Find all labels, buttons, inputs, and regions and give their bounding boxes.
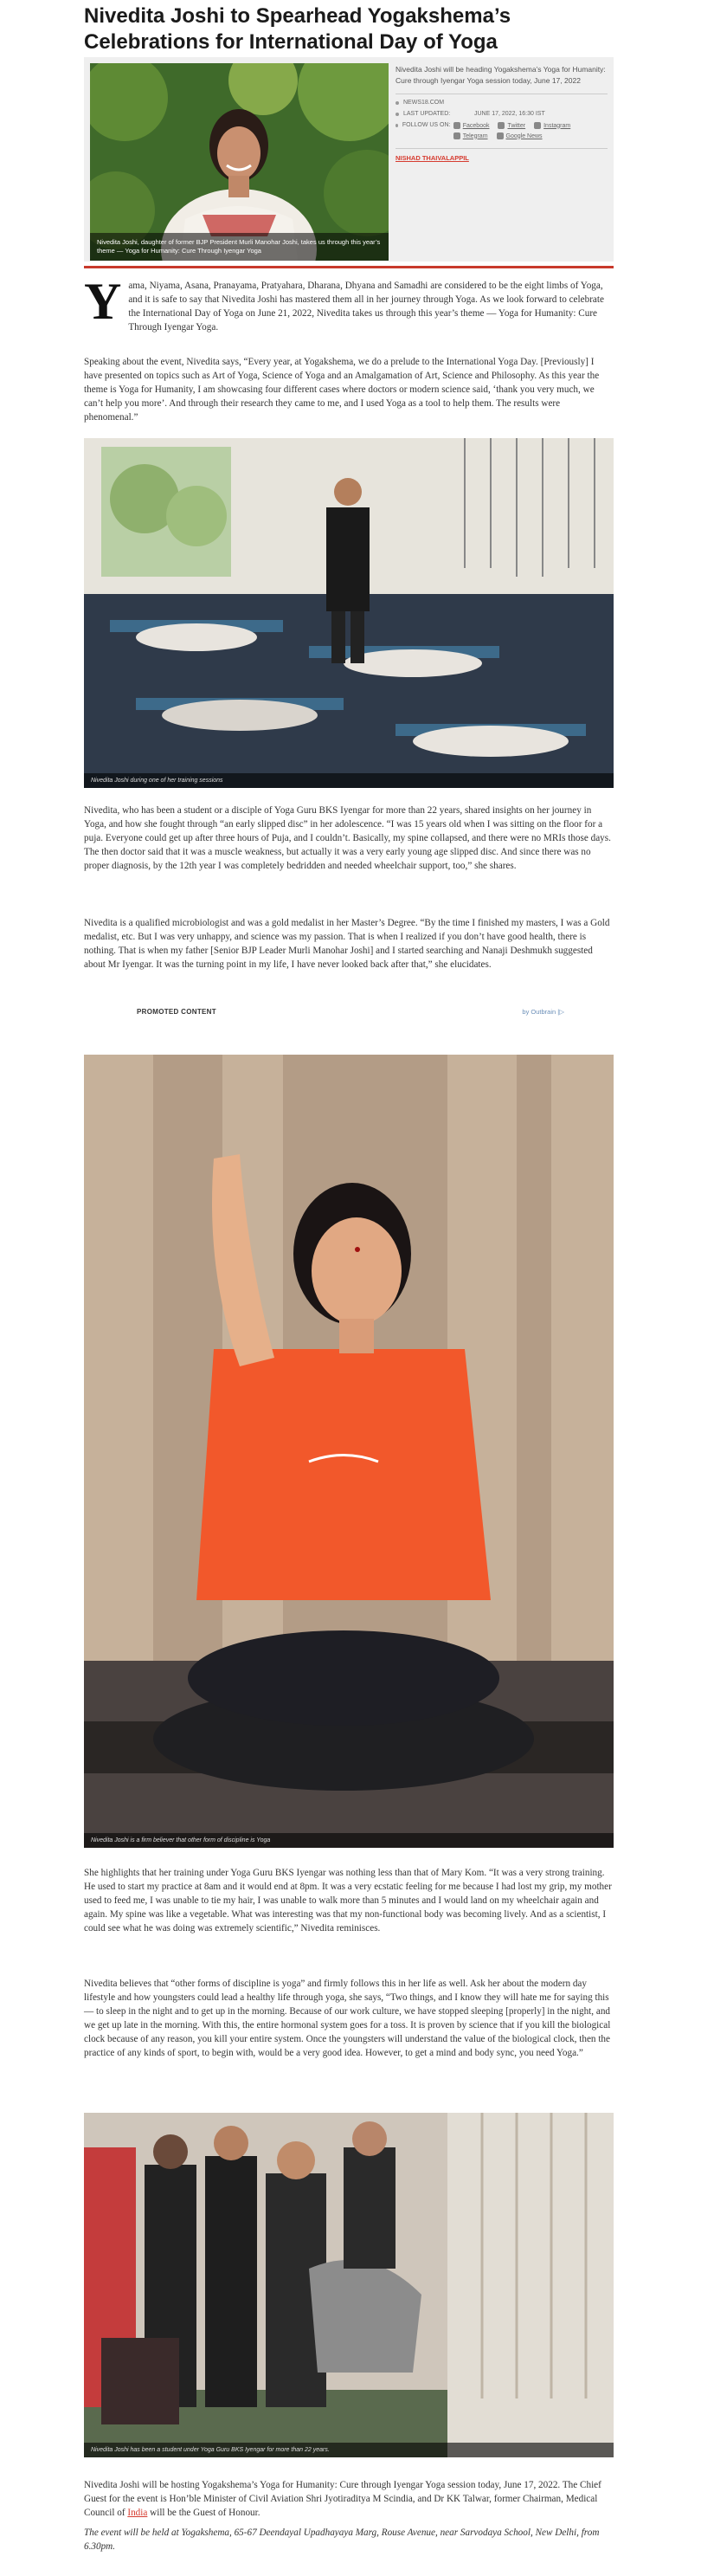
social-twitter[interactable]: Twitter [498,122,525,129]
promoted-label: PROMOTED CONTENT [137,1008,216,1016]
paragraph-6: Nivedita believes that “other forms of discipline is yoga” and firmly follows this in her life as well. Ask her about the modern day lifestyle and how youngsters could lead a healthy life through yoga, she says, “Two things, and I know they will hate me for saying this — to sleep in the night and to get up in the morning. Because of our work culture, we have stopped sleeping [properly] in the night, and we get up late in the morning. With this, the entire hormonal system goes for a toss. It is proven by science that if you kill the biological clock because of any reason, you kill your entire system. Once the youngsters will understand the value of the biological clock, then the practice of any kinds of sport, to begin with, would be a very good idea. However, to get a mind and body sync, you need Yoga.” [84,1979,611,2058]
twitter-icon [498,122,505,129]
image-1-caption: Nivedita Joshi during one of her training sessions [84,773,614,788]
article-title: Nivedita Joshi to Spearhead Yogakshema’s Celebrations for International Day of Yoga [84,4,511,54]
social-instagram[interactable]: Instagram [534,122,570,129]
paragraph-7 [84,2478,614,2520]
article-summary: Nivedita Joshi will be heading Yogakshema’s Yoga for Humanity: Cure through Iyengar Yoga session today, June 17, 2022 [396,64,608,94]
article-image-3[interactable] [84,2113,614,2457]
yoga-pose-photo [84,1055,614,1848]
outbrain-link[interactable]: by Outbrain |▷ [522,1008,564,1016]
image-2-caption: Nivedita Joshi is a firm believer that other form of discipline is Yoga [84,1833,614,1848]
hero-image[interactable] [90,63,389,261]
follow-label: FOLLOW US ON: [402,122,451,128]
source-name: NEWS18.COM [403,100,445,106]
india-link[interactable]: India [127,2508,148,2518]
paragraph-intro [84,273,614,334]
bullet-icon [396,101,399,105]
instagram-icon [534,122,541,129]
last-updated-row [396,111,608,117]
paragraph-3: Nivedita, who has been a student or a disciple of Yoga Guru BKS Iyengar for more than 22 years, shared insights on her journey in Yoga, and how she fought through “an early slipped disc” in her adolescence. “I was 15 years old when I was sitting on the floor for a puja. Everyone could get up after three hours of Puja, and I couldn’t. Basically, my spine collapsed, and there were no MRIs those days. The then doctor said that it was a muscle weakness, but actually it was a very early young age slipped disc. And since there was no proper diagnosis, by the 12th year I was completely bedridden and needed wheelchair support, too,” she shares. [84,805,611,871]
author-link[interactable]: NISHAD THAIVALAPPIL [396,148,608,162]
social-facebook[interactable]: Facebook [453,122,490,129]
social-telegram[interactable]: Telegram [453,132,488,139]
paragraph-2: Speaking about the event, Nivedita says, “Every year, at Yogakshema, we do a prelude to the International Yoga Day. [Previously] I have presented on topics such as Art of Yoga, Science of Yoga and an Amalgamation of Art, Science and Philosophy. As this year the theme is Yoga for Humanity, I am showcasing four different cases where doctors or modern science said, ‘thank you very much, we can’t help you more’. And through their research they came to me, and I used Yoga as a tool to help them. The results were phenomenal.” [84,357,600,423]
bullet-icon [396,124,398,127]
bullet-icon [396,113,399,116]
last-updated-value: JUNE 17, 2022, 16:30 IST [474,111,545,117]
article-image-2[interactable] [84,1055,614,1848]
dropcap: Y [84,273,122,330]
google-news-icon [497,132,504,139]
last-updated-label: LAST UPDATED: [403,111,451,117]
image-3-caption: Nivedita Joshi has been a student under Yoga Guru BKS Iyengar for more than 22 years. [84,2443,614,2457]
paragraph-7-text-a: Nivedita Joshi will be hosting Yogakshema’s Yoga for Humanity: Cure through Iyengar Yoga session today, June 17, 2022. The Chief Guest for the event is Hon’ble Minister of Civil Aviation Shri Jyotiraditya M Scindia, and Dr KK Talwar, former Chairman, Medical Council of [84,2480,601,2518]
paragraph-8: The event will be held at Yogakshema, 65-67 Deendayal Upadhayaya Marg, Rouse Avenue, near Sarvodaya School, New Delhi, from 6.30pm. [84,2528,600,2552]
article-image-1[interactable] [84,438,614,788]
paragraph-4: Nivedita is a qualified microbiologist and was a gold medalist in her Master’s Degree. “By the time I finished my masters, I was a Gold medalist, etc. But I was very unhappy, and science was my passion. That is when I realized if you don’t have good health, there is nothing. That is when my father [Senior BJP Leader Murli Manohar Joshi] and I started searching and Nanaji Deshmukh suggested about Mr Iyengar. It was the turning point in my life, I have never looked back after that,” she elucidates. [84,918,610,970]
training-session-photo [84,438,614,788]
paragraph-7-text-b: will be the Guest of Honour. [150,2508,260,2518]
social-google-news[interactable]: Google News [497,132,543,139]
hero-photo-illustration [90,63,389,261]
paragraph-5: She highlights that her training under Yoga Guru BKS Iyengar was nothing less than that of Mary Kom. “It was a very strong training. He used to start my practice at 8am and it would end at 8pm. It was a very ecstatic feeling for me because I had lost my grip, my mother used to feed me, I was unable to tie my hair, I was unable to walk more than 5 minutes and I would land on my wheelchair again and again. My spine was like a vegetable. What was interesting was that my non-functional body was becoming lively. And as a scientist, I could see what he was doing was extremely scientific,” Nivedita reminisces. [84,1868,612,1934]
hero-caption: Nivedita Joshi, daughter of former BJP President Murli Manohar Joshi, takes us through this year’s theme — Yoga for Humanity: Cure Through Iyengar Yoga [90,233,389,261]
telegram-icon [453,132,460,139]
social-links [453,122,608,139]
facebook-icon [453,122,460,129]
promoted-content-bar [137,1008,564,1016]
follow-row [396,122,608,139]
paragraph-intro-text: ama, Niyama, Asana, Pranayama, Pratyahara, Dharana, Dhyana and Samadhi are considered to be the eight limbs of Yoga, and it is safe to say that Nivedita Joshi has mastered them all in her journey through Yoga. As we look forward to celebrate the International Day of Yoga on June 21, 2022, Nivedita takes us through this year’s theme — Yoga for Humanity: Cure Through Iyengar Yoga. [128,281,604,332]
article-hero [84,57,614,261]
divider [84,266,614,268]
group-class-photo [84,2113,614,2457]
source-row [396,100,608,106]
